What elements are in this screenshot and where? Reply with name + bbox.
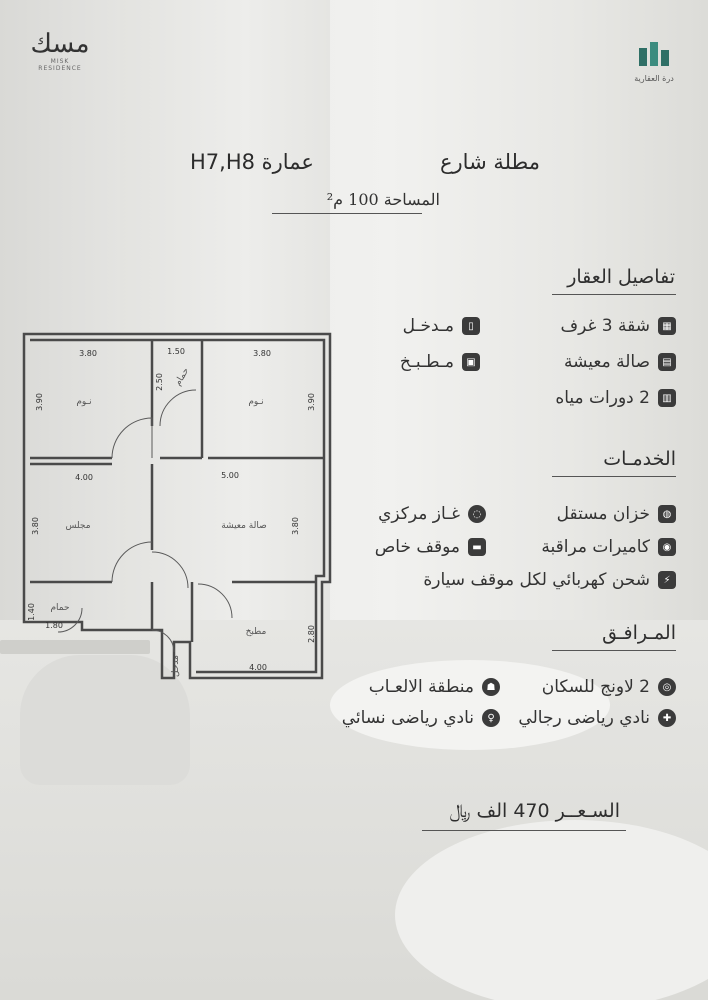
dimension-label: 1.80 bbox=[45, 621, 63, 630]
service-item-cameras bbox=[516, 537, 676, 557]
misk-logo-subtitle: MISK RESIDENCE bbox=[38, 58, 82, 72]
tank-icon: ◍ bbox=[658, 505, 676, 523]
detail-item-rooms bbox=[540, 316, 676, 336]
kitchen-icon: ▣ bbox=[462, 353, 480, 371]
women-gym-icon: ♀ bbox=[482, 709, 500, 727]
ev-charger-icon: ⚡ bbox=[658, 571, 676, 589]
service-label: موقف خاص bbox=[374, 537, 460, 557]
dimension-label: 4.00 bbox=[249, 663, 267, 672]
bath-icon: ▥ bbox=[658, 389, 676, 407]
detail-label: مـطـبـخ bbox=[399, 352, 454, 372]
facility-label: نادي رياضى نسائي bbox=[341, 708, 474, 728]
dimension-label: 3.90 bbox=[307, 393, 316, 411]
facility-label: منطقة الالعـاب bbox=[368, 677, 474, 697]
gym-icon: ✚ bbox=[658, 709, 676, 727]
room-label-kitchen: مطبخ bbox=[245, 627, 267, 637]
service-item-tank bbox=[526, 504, 676, 524]
location-title: مطلة شارع bbox=[440, 150, 541, 174]
service-label: شحن كهربائي لكل موقف سيارة bbox=[423, 570, 650, 590]
facility-item-lounge bbox=[516, 677, 676, 697]
divider bbox=[552, 476, 676, 477]
dimension-label: 2.50 bbox=[155, 373, 164, 391]
dimension-label: 3.80 bbox=[291, 517, 300, 535]
room-label-bath: حمام bbox=[50, 603, 70, 613]
wall bbox=[152, 340, 202, 458]
service-label: خزان مستقل bbox=[556, 504, 650, 524]
playground-icon: ☗ bbox=[482, 678, 500, 696]
service-label: غـاز مركزي bbox=[378, 504, 460, 524]
details-heading: تفاصيل العقار bbox=[567, 266, 675, 288]
parking-icon: ▬ bbox=[468, 538, 486, 556]
door-swing bbox=[112, 418, 152, 458]
facility-item-womens-gym bbox=[324, 708, 500, 728]
detail-item-living bbox=[540, 352, 676, 372]
room-label-majlis: مجلس bbox=[65, 521, 91, 531]
service-item-gas bbox=[350, 504, 486, 524]
facility-item-mens-gym bbox=[508, 708, 676, 728]
door-swing bbox=[160, 390, 196, 426]
detail-label: مـدخـل bbox=[402, 316, 454, 336]
sofa-icon: ▤ bbox=[658, 353, 676, 371]
camera-icon: ◉ bbox=[658, 538, 676, 556]
room-label-bedroom: نـوم bbox=[76, 397, 92, 407]
facility-label: 2 لاونج للسكان bbox=[541, 677, 650, 697]
dimension-label: 1.40 bbox=[27, 603, 36, 621]
facilities-heading: المـرافـق bbox=[602, 622, 676, 644]
durra-logo bbox=[624, 38, 684, 83]
dimension-label: 3.80 bbox=[79, 349, 97, 358]
dimension-label: 1.50 bbox=[167, 347, 185, 356]
misk-logo bbox=[30, 30, 90, 72]
detail-item-kitchen bbox=[360, 352, 480, 372]
detail-label: 2 دورات مياه bbox=[555, 388, 650, 408]
service-label: كاميرات مراقبة bbox=[541, 537, 650, 557]
detail-item-baths bbox=[530, 388, 676, 408]
gas-icon: ◌ bbox=[468, 505, 486, 523]
services-heading: الخدمـات bbox=[603, 448, 676, 470]
room-label-bedroom: نـوم bbox=[248, 397, 264, 407]
detail-label: صالة معيشة bbox=[563, 352, 650, 372]
building-title: عمارة H7,H8 bbox=[190, 150, 314, 174]
detail-label: شقة 3 غرف bbox=[560, 316, 650, 336]
dimension-label: 3.80 bbox=[31, 517, 40, 535]
divider bbox=[552, 294, 676, 295]
room-label-living: صالة معيشة bbox=[221, 521, 267, 531]
door-swing bbox=[112, 542, 152, 582]
dimension-label: 3.90 bbox=[35, 393, 44, 411]
apartment-icon: ▦ bbox=[658, 317, 676, 335]
service-item-ev bbox=[376, 570, 676, 590]
door-swing bbox=[152, 552, 188, 588]
room-label-entrance: مدخل bbox=[171, 655, 181, 677]
durra-logo-mark bbox=[637, 38, 671, 68]
dimension-label: 5.00 bbox=[221, 471, 239, 480]
misk-logo-text: مسك bbox=[30, 29, 90, 59]
divider bbox=[422, 830, 626, 831]
dimension-label: 4.00 bbox=[75, 473, 93, 482]
dimension-label: 2.80 bbox=[307, 625, 316, 643]
lounge-icon: ◎ bbox=[658, 678, 676, 696]
dimension-label: 3.80 bbox=[253, 349, 271, 358]
floor-plan bbox=[12, 330, 340, 690]
divider bbox=[552, 650, 676, 651]
detail-item-entrance bbox=[360, 316, 480, 336]
facility-item-playground bbox=[330, 677, 500, 697]
price-label: السـعــر 470 الف ﷼ bbox=[449, 800, 620, 822]
service-item-parking bbox=[350, 537, 486, 557]
area-label: المساحة 100 م² bbox=[326, 190, 440, 209]
durra-logo-subtitle: درة العقارية bbox=[634, 74, 674, 83]
facility-label: نادي رياضى رجالي bbox=[518, 708, 650, 728]
room-label-bath: حمام bbox=[173, 366, 192, 388]
door-icon: ▯ bbox=[462, 317, 480, 335]
door-swing bbox=[198, 584, 232, 618]
divider bbox=[272, 213, 422, 214]
